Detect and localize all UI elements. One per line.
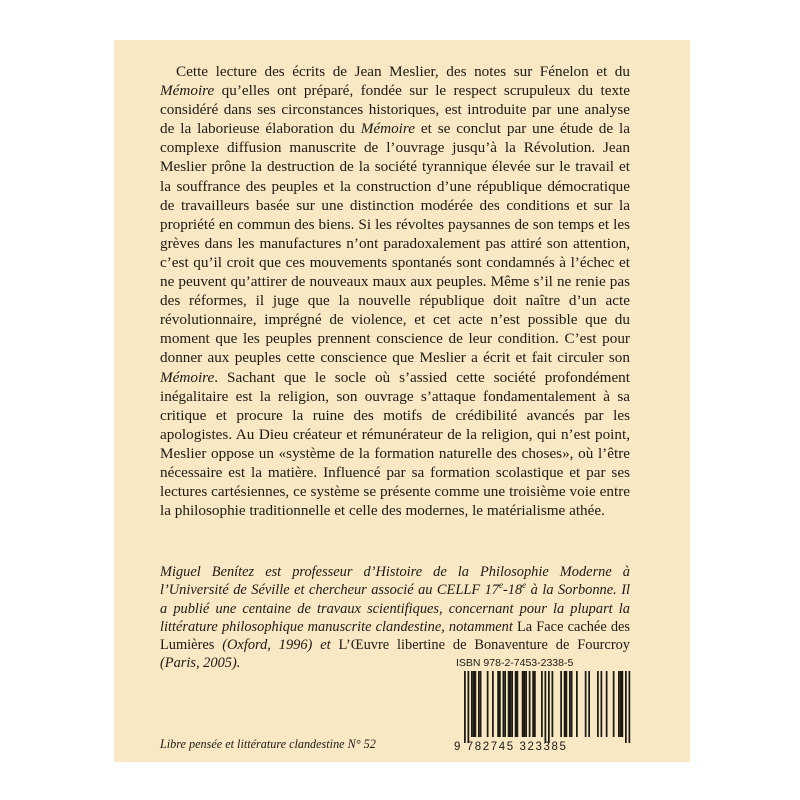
bio-text: Miguel Benítez est professeur d’Histoire de la Philosophie Moderne à l’Université de Séville et chercheur associé au CELLF 17 — [160, 564, 630, 599]
blurb-text: qu’elles ont préparé, fondée sur le respect scrupuleux du texte considéré dans ses circonstances historiques, est introduite par une analyse de la laborieuse élaboration du — [160, 82, 630, 138]
barcode-bar — [601, 671, 603, 737]
barcode-bar — [625, 671, 627, 743]
blurb-title-memoire: Mémoire — [360, 120, 415, 138]
barcode-bar — [492, 671, 494, 737]
bio-book-title: La Face cachée des Lumières — [160, 618, 631, 654]
bio-book-title: L’Œuvre libertine de Bonaventure de Fourcroy — [338, 637, 630, 654]
blurb-text: Cette lecture des écrits de Jean Meslier, des notes sur Fénelon et du — [176, 63, 630, 80]
barcode-bar — [597, 671, 599, 737]
barcode-bar — [585, 671, 587, 737]
bio-text: -18 — [502, 582, 523, 599]
barcode-bar — [499, 671, 501, 737]
barcode-bar — [541, 671, 543, 737]
bio-text: (Oxford, 1996) et — [214, 637, 339, 654]
barcode-bar — [622, 671, 624, 737]
barcode-bar — [524, 671, 526, 737]
barcode-bar — [629, 671, 631, 743]
barcode-bar — [560, 671, 562, 737]
barcode-bar — [576, 671, 578, 737]
isbn-barcode-block — [454, 657, 634, 757]
barcode-bar — [473, 671, 475, 737]
barcode-bar — [503, 671, 505, 737]
blurb-text: . Sachant que le socle où s’assied cette société profondément inégalitaire est la religion, son ouvrage s’attaque fondamentalement à sa critique et procure la ruine des motifs de crédibilité avancés par les apologistes. Au Dieu créateur et rémunérateur de la religion, qui n’est point, Meslier oppose un «système de la formation naturelle des choses», où l’être nécessaire est la matière. Influencé par sa formation scolastique et par ses lectures cartésiennes, ce système se présente comme une troisième voie entre la philosophie traditionnelle et celle des modernes, le matérialisme athée. — [160, 368, 630, 520]
bio-text: (Paris, 2005). — [160, 655, 241, 672]
bio-superscript: e — [498, 580, 503, 591]
barcode-bar — [480, 671, 482, 737]
barcode-bar — [525, 671, 527, 737]
barcode-bar — [504, 671, 506, 737]
barcode-bar — [548, 671, 550, 743]
barcode-bar — [471, 671, 473, 737]
barcode-bar — [510, 671, 512, 737]
series-line: Libre pensée et littérature clandestine N° 52 — [160, 737, 376, 751]
blurb-text: et se conclut par une étude de la complexe diffusion manuscrite de l’ouvrage jusqu’à la Révolution. Jean Meslier prône la destruction de la société tyrannique élevée sur le travail et la souffrance des peuples et la construction d’une république démocratique de travailleurs basée sur une distinction modérée des conditions et sur la propriété en commun des biens. Si les révoltes paysannes de son temps et les grèves dans les manufactures n’ont paradoxalement pas attiré son attention, c’est qu’il croit que ces mouvements spontanés sont condamnés à l’échec et ne peuvent qu’attirer de nouveaux maux aux peuples. Même s’il ne renie pas des réformes, il juge que la nouvelle république doit naître d’un acte révolutionnaire, imprégné de violence, et cet acte n’est possible que du moment que les peuples prennent conscience de leur condition. C’est pour donner aux peuples cette conscience que Meslier a écrit et fait circuler son — [160, 120, 630, 367]
barcode-bar — [588, 671, 590, 737]
barcode-bar — [522, 671, 524, 737]
back-cover-blurb — [160, 62, 630, 520]
barcode-bar — [508, 671, 510, 737]
barcode-bar — [468, 671, 470, 743]
barcode-bar — [618, 671, 620, 737]
isbn-label: ISBN 978-2-7453-2338-5 — [456, 657, 574, 669]
barcode-bar — [545, 671, 547, 743]
barcode-bar — [497, 671, 499, 737]
barcode-bar — [566, 671, 568, 737]
barcode-bar — [569, 671, 571, 737]
barcode-bar — [478, 671, 480, 737]
barcode-bar — [606, 671, 608, 737]
barcode-bar — [534, 671, 536, 737]
barcode-digits: 9 782745 323385 — [454, 741, 568, 753]
blurb-title-memoire: Mémoire — [160, 82, 215, 100]
bio-text: à la Sorbonne. Il a publié une centaine de travaux scientifiques, concernant pour la plupart la littérature philosophique manuscrite clandestine, notamment — [160, 582, 631, 635]
bio-superscript: e — [522, 580, 527, 591]
barcode-bar — [532, 671, 534, 737]
barcode-bar — [475, 671, 477, 737]
blurb-title-memoire: Mémoire — [160, 368, 215, 386]
barcode-bar — [552, 671, 554, 737]
barcode-bar — [620, 671, 622, 737]
barcode-bar — [464, 671, 466, 743]
barcode-bar — [487, 671, 489, 737]
barcode-bar — [515, 671, 517, 737]
barcode-bar — [529, 671, 531, 737]
barcode-bar — [571, 671, 573, 737]
barcode-bar — [517, 671, 519, 737]
barcode — [454, 671, 634, 743]
barcode-bar — [613, 671, 615, 737]
barcode-bar — [511, 671, 513, 737]
barcode-bar — [564, 671, 566, 737]
